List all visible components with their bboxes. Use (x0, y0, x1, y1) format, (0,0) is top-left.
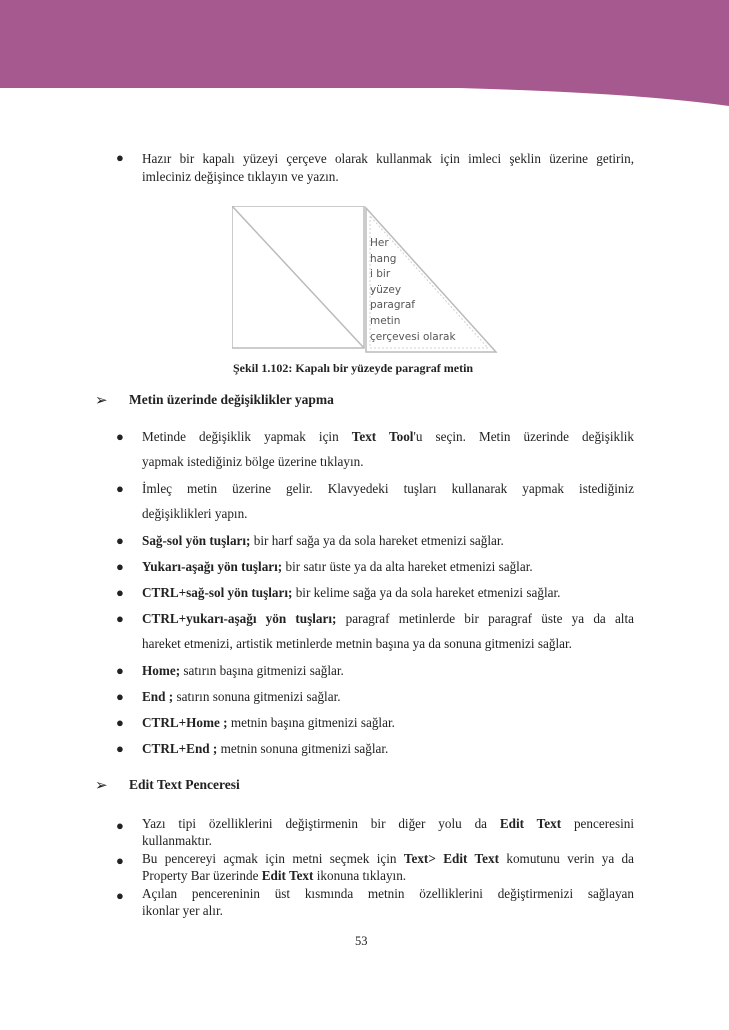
bullet-dot: ● (116, 559, 124, 574)
bullet-dot: ● (116, 150, 124, 165)
arrow-bullet-icon: ➢ (95, 393, 108, 409)
bullet-dot: ● (116, 429, 124, 444)
list-item-continuation: kullanmaktır. (142, 833, 212, 848)
figure-text-line: çerçevesi olarak (370, 330, 456, 343)
list-item: CTRL+End ; metnin sonuna gitmenizi sağlar. (142, 741, 389, 756)
list-item: End ; satırın sonuna gitmenizi sağlar. (142, 689, 341, 704)
bullet-dot: ● (116, 663, 124, 678)
bullet-dot: ● (116, 853, 124, 868)
figure-text-line: metin (370, 314, 401, 327)
section-heading: Edit Text Penceresi (129, 777, 240, 792)
list-item: CTRL+yukarı-aşağı yön tuşları; paragraf metinlerde bir paragraf üste ya da alta (142, 611, 634, 626)
list-item: Yazı tipi özelliklerini değiştirmenin bir diğer yolu da Edit Text penceresini (142, 816, 635, 831)
intro-line-2: imleciniz değişince tıklayın ve yazın. (142, 169, 339, 184)
list-item: CTRL+Home ; metnin başına gitmenizi sağlar. (142, 715, 395, 730)
figure-text-line: Her (370, 237, 389, 249)
list-item-continuation: hareket etmenizi, artistik metinlerde metnin başına ya da sonuna gitmenizi sağlar. (142, 636, 572, 651)
list-item: Metinde değişiklik yapmak için Text Tool'u seçin. Metin üzerinde değişiklik (142, 429, 635, 444)
list-item-continuation: değişiklikleri yapın. (142, 506, 248, 521)
list-item: Bu pencereyi açmak için metni seçmek için Text> Edit Text komutunu verin ya da (142, 851, 635, 866)
list-item: Home; satırın başına gitmenizi sağlar. (142, 663, 344, 678)
figure-text (370, 236, 456, 345)
figure-text-line: i bir (370, 268, 391, 281)
list-item: CTRL+sağ-sol yön tuşları; bir kelime sağa ya da sola hareket etmenizi sağlar. (142, 585, 561, 600)
bullet-dot: ● (116, 585, 124, 600)
intro-line-1: Hazır bir kapalı yüzeyi çerçeve olarak kullanmak için imleci şeklin üzerine getirin, (142, 151, 634, 166)
list-item-continuation: Property Bar üzerinde Edit Text ikonuna tıklayın. (142, 868, 407, 883)
page-number: 53 (355, 934, 368, 948)
list-item: İmleç metin üzerine gelir. Klavyedeki tuşları kullanarak yapmak istediğiniz (142, 481, 634, 496)
figure-text-line: paragraf (370, 299, 415, 312)
figure-text-line: hang (370, 252, 397, 265)
triangle-figure (232, 206, 498, 356)
section-heading: Metin üzerinde değişiklikler yapma (129, 392, 334, 407)
bullet-dot: ● (116, 741, 124, 756)
figure-caption: Şekil 1.102: Kapalı bir yüzeyde paragraf metin (233, 361, 474, 375)
list-item: Sağ-sol yön tuşları; bir harf sağa ya da sola hareket etmenizi sağlar. (142, 533, 504, 548)
bullet-dot: ● (116, 818, 124, 833)
bullet-dot: ● (116, 689, 124, 704)
bullet-dot: ● (116, 715, 124, 730)
arrow-bullet-icon: ➢ (95, 778, 108, 794)
list-item: Açılan pencereninin üst kısmında metnin özelliklerini değiştirmenizi sağlayan (142, 886, 634, 901)
list-item: Yukarı-aşağı yön tuşları; bir satır üste ya da alta hareket etmenizi sağlar. (142, 559, 533, 574)
bullet-dot: ● (116, 533, 124, 548)
bullet-dot: ● (116, 888, 124, 903)
figure-text-line: yüzey (370, 283, 402, 296)
list-item-continuation: yapmak istediğiniz bölge üzerine tıklayın. (142, 454, 364, 469)
bullet-dot: ● (116, 611, 124, 626)
list-item-continuation: ikonlar yer alır. (142, 903, 223, 918)
bullet-dot: ● (116, 481, 124, 496)
